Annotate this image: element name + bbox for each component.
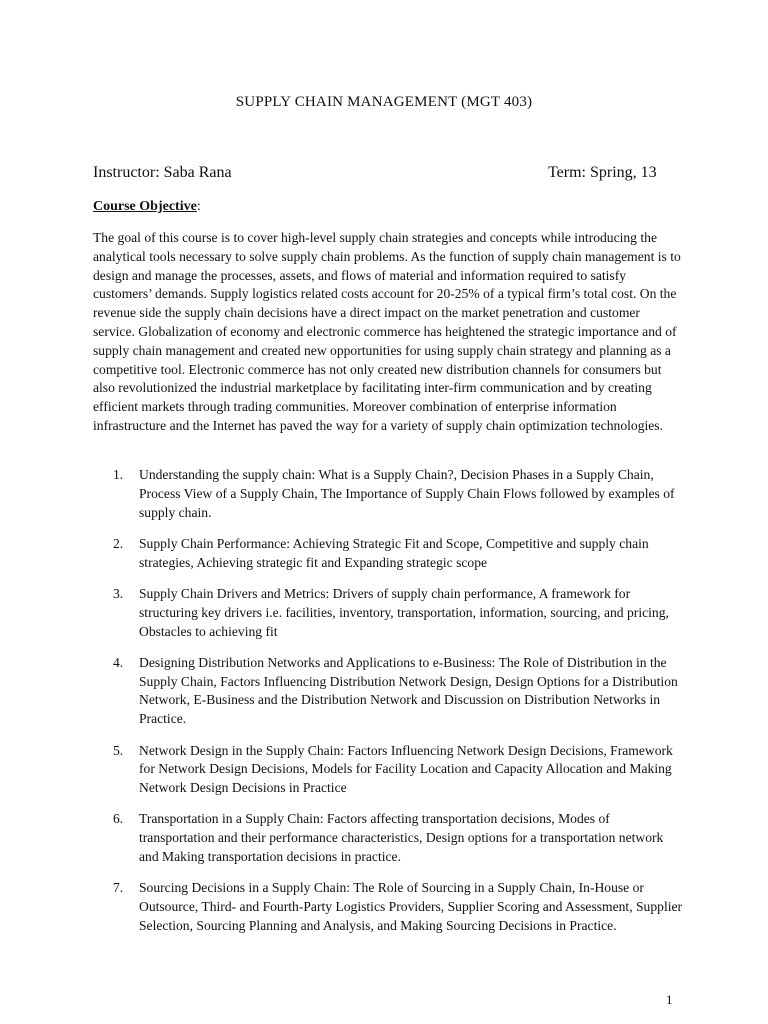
- topic-item: [93, 879, 683, 935]
- topics-list: [93, 466, 683, 948]
- topic-text: Supply Chain Performance: Achieving Strategic Fit and Scope, Competitive and supply chain strategies, Achieving strategic fit and Expanding strategic scope: [139, 535, 649, 570]
- topic-number: 2.: [113, 535, 124, 551]
- topic-number: 7.: [113, 880, 124, 896]
- topic-item: [93, 585, 683, 641]
- topic-item: [93, 810, 683, 866]
- topic-number: 4.: [113, 654, 124, 670]
- topic-text: Designing Distribution Networks and Applications to e-Business: The Role of Distribution in the Supply Chain, Factors Influencing Distribution Network Design, Design Options for a Distribution Network, E-Business and the Distribution Network and Discussion on Distribution Networks in Practice.: [139, 654, 678, 727]
- topic-number: 1.: [113, 467, 124, 482]
- course-objective-paragraph: The goal of this course is to cover high-level supply chain strategies and concepts while introducing the analytical tools necessary to solve supply chain problems. As the function of supply chain management is to design and manage the processes, assets, and flows of material and information required to satisfy customers’ demands. Supply logistics related costs account for 20-25% of a typical firm’s total cost. On the revenue side the supply chain decisions have a direct impact on the market penetration and customer service. Globalization of economy and electronic commerce has heightened the strategic importance and of supply chain management and created new opportunities for using supply chain strategy and planning as a competitive tool. Electronic commerce has not only created new distribution channels for consumers but also revolutionized the industrial marketplace by facilitating inter-firm communication and by creating efficient markets through trading communities. Moreover combination of enterprise information infrastructure and the Internet has paved the way for a variety of supply chain optimization technologies.: [93, 230, 681, 433]
- course-objective-heading-text: Course Objective: [93, 199, 197, 214]
- topic-number: 5.: [113, 742, 124, 758]
- document-title: SUPPLY CHAIN MANAGEMENT (MGT 403): [235, 94, 533, 110]
- instructor-line: Instructor: Saba Rana: [93, 164, 232, 181]
- term-line: Term: Spring, 13: [548, 164, 657, 181]
- topic-text: Supply Chain Drivers and Metrics: Drivers of supply chain performance, A framework for structuring key drivers i.e. facilities, inventory, transportation, information, sourcing, and pricing, Obstacles to achieving fit: [139, 585, 669, 639]
- page-number: 1: [666, 992, 673, 1007]
- topic-text: Transportation in a Supply Chain: Factors affecting transportation decisions, Modes of transportation and their performance characteristics, Design options for a transportation network and Making transportation decisions in practice.: [139, 811, 664, 865]
- course-objective-heading-colon: :: [196, 199, 201, 214]
- topic-number: 3.: [113, 585, 124, 601]
- topic-item: [93, 742, 683, 798]
- topic-item: [93, 654, 683, 729]
- topic-text: Understanding the supply chain: What is a Supply Chain?, Decision Phases in a Supply Chain, Process View of a Supply Chain, The Importance of Supply Chain Flows followed by examples of supply chain.: [139, 467, 675, 520]
- topic-item: [93, 535, 683, 573]
- topic-text: Network Design in the Supply Chain: Factors Influencing Network Design Decisions, Framework for Network Design Decisions, Models for Facility Location and Capacity Allocation and Making Network Design Decisions in Practice: [139, 742, 673, 796]
- topic-number: 6.: [113, 811, 124, 827]
- topic-item: [93, 466, 683, 522]
- course-objective-heading: [93, 199, 201, 215]
- topic-text: Sourcing Decisions in a Supply Chain: The Role of Sourcing in a Supply Chain, In-House or Outsource, Third- and Fourth-Party Logistics Providers, Supplier Scoring and Assessment, Supplier Selection, Sourcing Planning and Analysis, and Making Sourcing Decisions in Practice.: [139, 880, 683, 933]
